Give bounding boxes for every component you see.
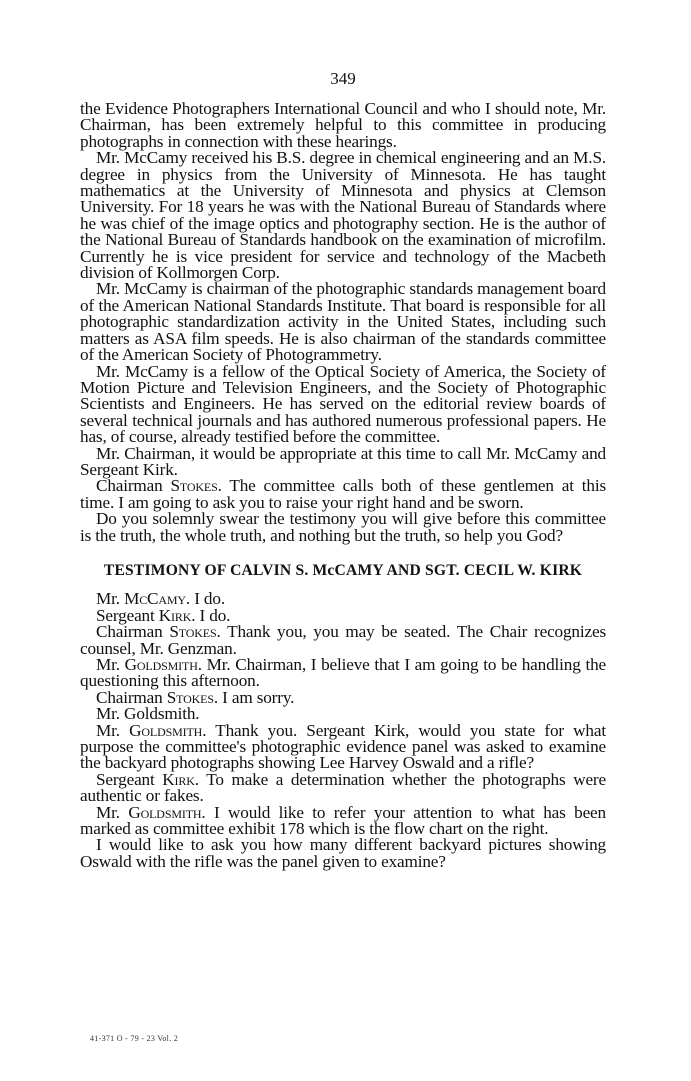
speaker-prefix: Mr. [96,655,125,674]
speech-text: . The committee calls both of these gentlemen at this time. I am going to ask you to raise your right hand and be sworn. [80,476,606,512]
speaker-name: Goldsmith [124,655,198,674]
testimony-line [80,769,606,806]
speech-text: . To make a determination whether the photographs were authentic or fakes. [80,769,606,806]
speech-text: . I am sorry. [213,687,295,707]
speaker-prefix: Sergeant [96,769,163,789]
testimony-line [80,837,606,870]
speaker-prefix: Mr. [96,802,129,822]
speech-text: . Thank you, you may be seated. The Chair recognizes counsel, Mr. Genzman. [80,622,606,658]
speech-text: I would like to ask you how many different backyard pictures showing Oswald with the rifle was the panel given to examine? [80,835,606,871]
speech-text: . I would like to refer your attention to what has been marked as committee exhibit 178 which is the flow chart on the right. [80,802,606,839]
speaker-name: Stokes [170,476,218,496]
testimony-line [80,657,606,690]
paragraph-mccamy-fellowships: Mr. McCamy is a fellow of the Optical Society of America, the Society of Motion Picture and Television Engineers, and the Society of Photographic Scientists and Engineers. He has served on the editorial review boards of several technical journals and has authored numerous professional papers. He has, of course, already testified before the committee. [80,361,606,447]
testimony-line [80,802,606,839]
paragraph-mccamy-education: Mr. McCamy received his B.S. degree in chemical engineering and an M.S. degree in physics from the University of Minnesota. He has taught mathematics at the University of Minnesota and physics at Clemson University. For 18 years he was with the National Bureau of Standards where he was chief of the image optics and photography section. He is the author of the National Bureau of Standards handbook on the examination of microfilm. Currently he is vice president for service and technology of the Macbeth division of Kollmorgen Corp. [80,148,606,283]
speaker-prefix: Sergeant [96,605,159,625]
speaker-name: Kirk [158,605,192,625]
testimony-line [80,720,606,773]
speaker-prefix: Chairman [96,687,167,707]
speech-text: . Thank you. Sergeant Kirk, would you state for what purpose the committee's photographic evidence panel was asked to examine the backyard photographs showing Lee Harvey Oswald and a rifle? [80,720,606,773]
paragraph-intro-continuation: the Evidence Photographers International Council and who I should note, Mr. Chairman, has been extremely helpful to this committee in producing photographs in connection with these hearings. [80,99,606,151]
paragraph-call-witnesses: Mr. Chairman, it would be appropriate at this time to call Mr. McCamy and Sergeant Kirk. [80,443,606,479]
speaker-name: Stokes [166,687,214,707]
print-footer: 41-371 O - 79 - 23 Vol. 2 [90,1034,179,1043]
speech-text: . Mr. Chairman, I believe that I am going to be handling the questioning this afternoon. [80,655,606,691]
body-text [80,101,606,870]
testimony-line [80,624,606,657]
speaker-prefix: Chairman [96,476,171,496]
speech-text: . I do. [191,605,231,625]
speaker-prefix: Mr. [96,720,130,740]
speaker-name: McCamy [124,589,186,609]
paragraph-oath: Do you solemnly swear the testimony you will give before this committee is the truth, the whole truth, and nothing but the truth, so help you God? [80,509,606,545]
paragraph-chairman-swearing [80,478,606,511]
speech-text: Mr. Goldsmith. [96,704,200,724]
paragraph-mccamy-standards: Mr. McCamy is chairman of the photographic standards management board of the American National Standards Institute. That board is responsible for all photographic standardization activity in the United States, including such matters as ASA film speeds. He is also chairman of the standards committee of the American Society of Photogrammetry. [80,279,606,365]
speech-text: . I do. [185,589,225,609]
speaker-name: Kirk [162,769,195,789]
speaker-name: Goldsmith [129,720,203,740]
page-number: 349 [330,69,356,88]
section-heading: TESTIMONY OF CALVIN S. McCAMY AND SGT. CECIL W. KIRK [103,561,583,579]
speaker-name: Stokes [169,622,217,642]
speaker-prefix: Mr. [96,589,125,609]
speaker-name: Goldsmith [128,802,202,822]
speaker-prefix: Chairman [96,622,170,642]
